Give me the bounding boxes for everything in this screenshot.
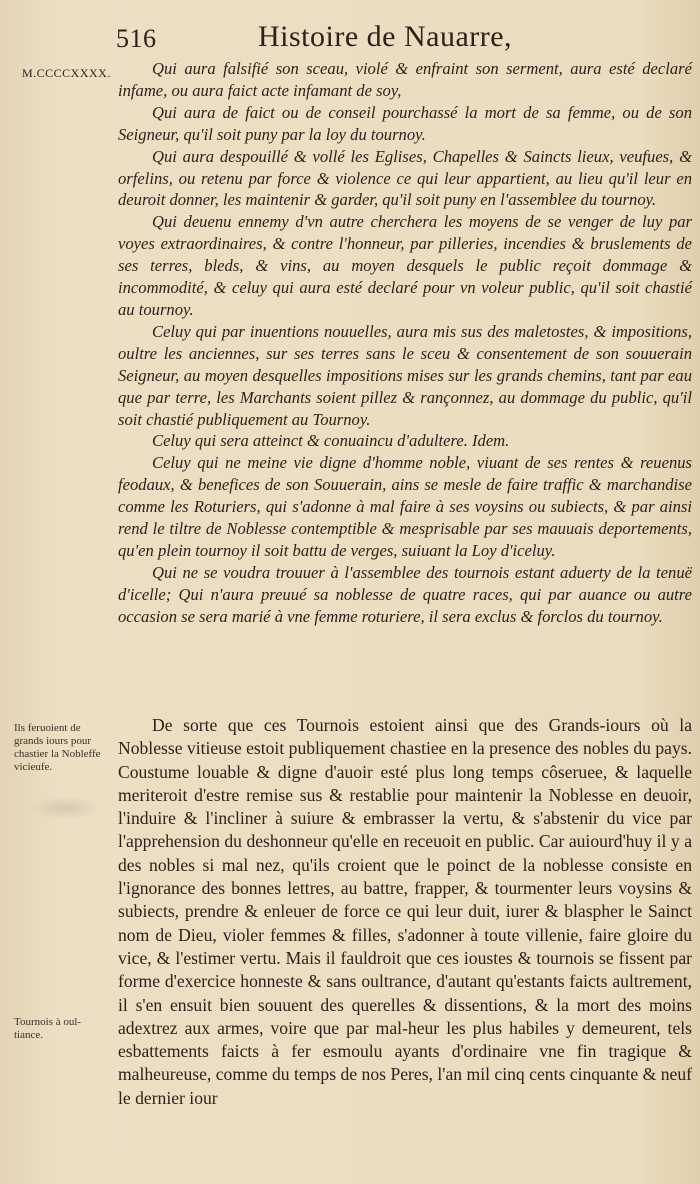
margin-note: Ils feruoient de grands iours pour chastier la Nobleffe vicieufe. — [14, 722, 101, 773]
italic-paragraph: Celuy qui sera atteinct & conuaincu d'adultere. Idem. — [152, 431, 510, 451]
italic-paragraph: Qui aura falsifié son sceau, violé & enfraint son serment, aura esté declaré infame, ou aura faict acte infamant de soy, — [118, 59, 692, 100]
roman-text-block — [118, 714, 692, 1110]
running-title: Histoire de Nauarre, — [258, 20, 513, 53]
italic-paragraph: Qui aura de faict ou de conseil pourchassé la mort de sa femme, ou de son Seigneur, qu'il soit puny par la loy du tournoy. — [118, 102, 692, 144]
italic-text-block — [118, 58, 692, 628]
italic-paragraph: Qui aura despouillé & vollé les Eglises, Chapelles & Saincts lieux, veufues, & orfelins, ou retenu par force & violence ce qui leur appartient, au lieu qu'il leur en deuroit donner, les maintenir & garder, qu'il soit puny en l'assemblee du tournoy. — [118, 146, 692, 210]
margin-year: M.CCCCXXXX. — [22, 66, 111, 80]
margin-note: Tournois à oul-tiance. — [14, 1016, 82, 1041]
ink-show-through — [30, 796, 100, 820]
body-paragraph: De sorte que ces Tournois estoient ainsi que des Grands-iours où la Noblesse vitieuse estoit publiquement chastiee en la presence des nobles du pays. Coustume louable & digne d'auoir esté plus long temps côseruee, & laquelle meriteroit d'estre remise sus & restablie pour maintenir la Noblesse en deuoir, l'induire & l'incliner à suiure & embrasser la vertu, & s'abstenir du vice par l'apprehension du deshonneur qu'elle en receuoit en public. Car auiourd'huy il y a des nobles si mal nez, qu'ils croient que le poinct de la noblesse consiste en l'ignorance des bonnes lettres, au battre, frapper, & tourmenter leurs voysins & subiects, prendre & enleuer de force ce qui leur duit, iurer & blaspher le Sainct nom de Dieu, violer femmes & filles, s'adonner à toute villenie, faire gloire du vice, & l'estimer vertu. Mais il fauldroit que ces ioustes & tournois se fissent par forme d'exercice honneste & sans oultrance, d'autant qu'estants faicts aultrement, il s'en ensuit bien souuent des querelles & dissentions, & la mort des moins adextrez aux armes, voire que par mal-heur les plus habiles y demeurent, tels esbattements faicts à fer esmoulu ayants d'ordinaire vne fin tragique & malheureuse, comme du temps de nos Peres, l'an mil cinq cents cinquante & neuf le dernier iour — [118, 715, 692, 1108]
italic-paragraph: Qui deuenu ennemy d'vn autre cherchera les moyens de se venger de luy par voyes extraordinaires, & contre l'honneur, par pilleries, incendies & bruslements de ses terres, bleds, & vins, au moyen desquels le public reçoit dommage & incommodité, & celuy qui aura esté declaré pour vn voleur public, qu'il soit chastié au tournoy. — [118, 212, 692, 319]
italic-paragraph: Celuy qui par inuentions nouuelles, aura mis sus des maletostes, & impositions, oultre les anciennes, sur ses terres sans le sceu & consentement de son souuerain Seigneur, au moyen desquelles impositions mises sur les grands chemins, tant par eau que par terre, les Marchants soient pillez & rançonnez, au dommage du public, qu'il soit chastié publiquement au Tournoy. — [118, 321, 692, 429]
italic-paragraph: Celuy qui ne meine vie digne d'homme noble, viuant de ses rentes & reuenus feodaux, & benefices de son Souuerain, ains se mesle de faire traffic & marchandise comme les Roturiers, qui s'adonne à mal faire à ses voysins ou subiects, & par ainsi rend le tiltre de Noblesse contemptible & mesprisable par ses mauuais deportements, qu'en plein tournoy il soit battu de verges, suiuant la Loy d'iceluy. — [118, 453, 692, 560]
italic-paragraph: Qui ne se voudra trouuer à l'assemblee des tournois estant aduerty de la tenuë d'icelle; Qui n'aura preuué sa noblesse de quatre races, qui par auance ou autre occasion se sera marié à vne femme roturiere, il sera exclus & forclos du tournoy. — [118, 562, 692, 626]
page-number: 516 — [116, 24, 157, 53]
